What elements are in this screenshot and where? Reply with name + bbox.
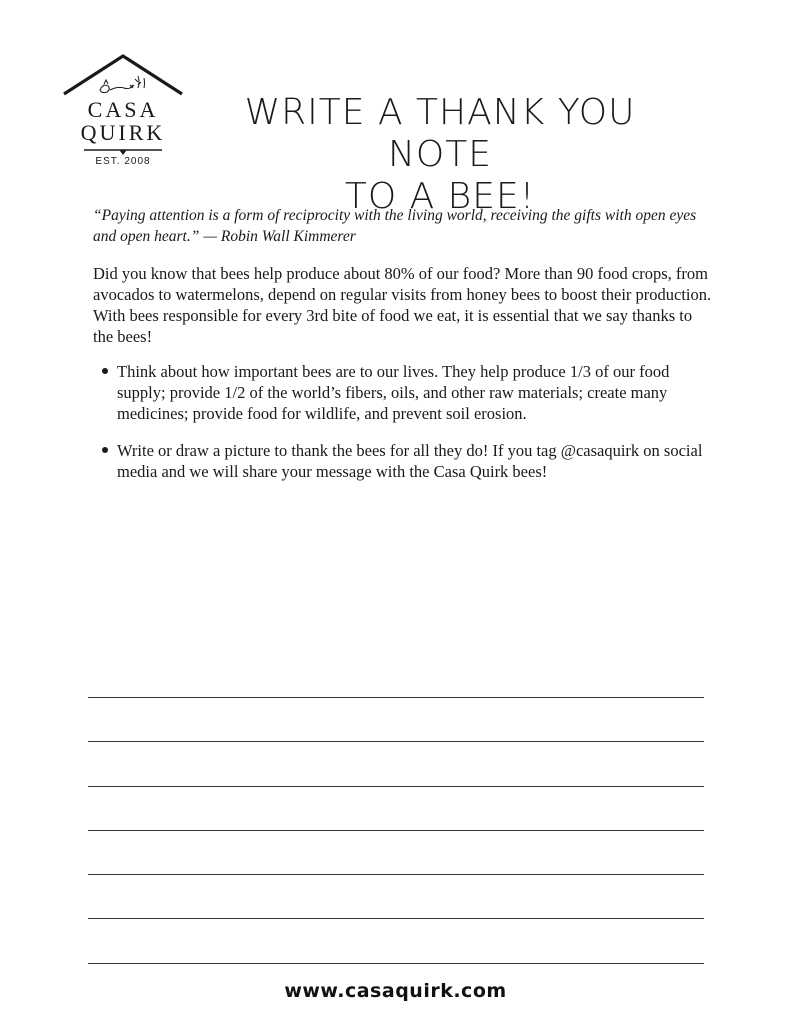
writing-line xyxy=(88,918,704,919)
writing-line xyxy=(88,830,704,831)
title-line-1: WRITE A THANK YOU NOTE xyxy=(244,92,636,175)
logo-quirk-text: QUIRK xyxy=(80,120,166,145)
writing-line xyxy=(88,963,704,964)
list-item xyxy=(93,440,713,482)
writing-line xyxy=(88,697,704,698)
writing-line xyxy=(88,786,704,787)
page-title xyxy=(195,92,685,218)
kimmerer-quote: “Paying attention is a form of reciprocity with the living world, receiving the gifts with open eyes and open heart.” — Robin Wall Kimmerer xyxy=(93,207,697,245)
logo-casa-text: CASA xyxy=(87,97,159,122)
list-item xyxy=(93,361,713,424)
casa-quirk-logo xyxy=(60,50,186,174)
writing-line xyxy=(88,874,704,875)
website-url: www.casaquirk.com xyxy=(284,980,507,1002)
intro-paragraph: Did you know that bees help produce about 80% of our food? More than 90 food crops, from avocados to watermelons, depend on regular visits from honey bees to boost their production. With bees responsible for every 3rd bite of food we eat, it is essential that we say thanks to the bees! xyxy=(93,264,712,346)
logo-established: EST. 2008 xyxy=(95,156,151,167)
bullet-text: Write or draw a picture to thank the bees for all they do! If you tag @casaquirk on social media and we will share your message with the Casa Quirk bees! xyxy=(117,441,703,481)
bullet-list xyxy=(93,361,713,498)
title-line-2: TO A BEE! xyxy=(344,176,536,217)
writing-line xyxy=(88,741,704,742)
bullet-text: Think about how important bees are to our lives. They help produce 1/3 of our food supply; provide 1/2 of the world’s fibers, oils, and other raw materials; create many medicines; provide food for wildlife, and prevent soil erosion. xyxy=(117,362,670,423)
bullet-icon xyxy=(102,447,108,453)
bullet-icon xyxy=(102,368,108,374)
